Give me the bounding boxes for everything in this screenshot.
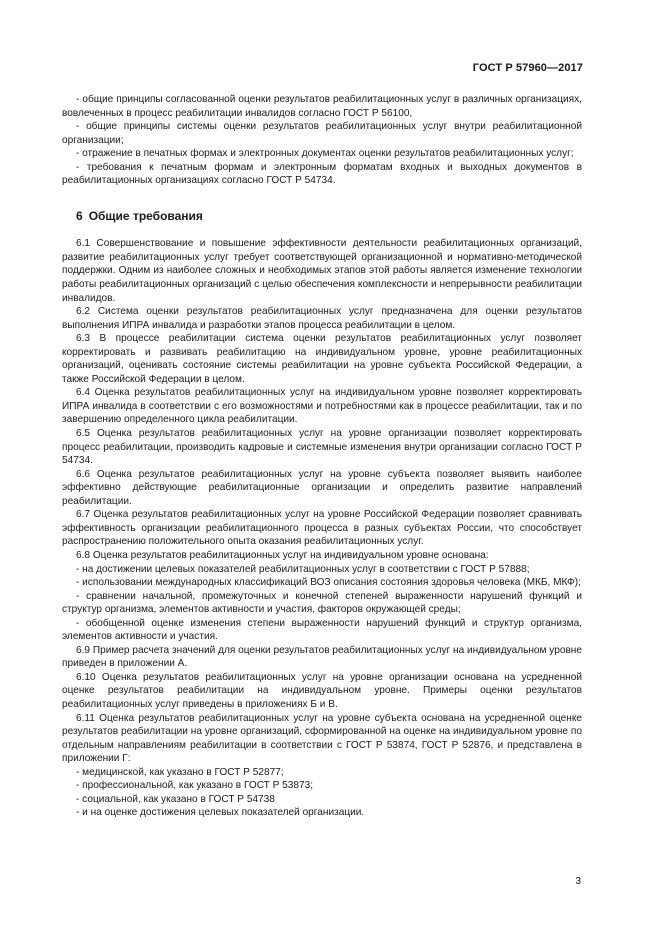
page-number: 3 [575,876,581,887]
list-item: - общие принципы системы оценки результатов реабилитационных услуг внутри реабилитационной организации; [62,121,582,146]
section-heading [76,210,582,224]
list-item: - обобщенной оценке изменения степени выраженности нарушений функций и структур организма, элементов активности и участия. [62,617,582,643]
list-6-8 [62,563,582,644]
paragraph-6-5: 6.5 Оценка результатов реабилитационных услуг на уровне организации позволяет корректировать процесс реабилитации, производить кадровые и системные изменения внутри организации согласно ГОСТ Р 54734. [62,428,582,467]
intro-list [62,93,582,188]
paragraph-6-3: 6.3 В процессе реабилитации система оценки результатов реабилитационных услуг позволяет корректировать и развивать реабилитацию на индивидуальном уровне, уровне реабилитационных организаций, оценивать состояние системы реабилитации на уровне субъекта Российской Федерации, а также Российской Федерации в целом. [62,333,582,385]
section-title: Общие требования [88,208,203,223]
paragraph-6-7: 6.7 Оценка результатов реабилитационных услуг на уровне Российской Федерации позволяет сравнивать эффективность организации реабилитационного процесса в разных субъектах России, что способствует распространению положительного опыта оказания реабилитационных услуг. [62,509,582,548]
paragraph-6-10: 6.10 Оценка результатов реабилитационных услуг на уровне организации основана на усредненной оценке результатов реабилитации на индивидуальном уровне. Примеры оценки результатов реабилитационных услуг приведены в приложениях Б и В. [62,671,582,710]
list-item: - отражение в печатных формах и электронных документах оценки результатов реабилитационных услуг; [76,148,574,160]
paragraph-6-6: 6.6 Оценка результатов реабилитационных услуг на уровне субъекта позволяет выявить наиболее эффективно действующие реабилитационные организации и определить развитие направлений реабилитации. [62,468,582,507]
list-item: - на достижении целевых показателей реабилитационных услуг в соответствии с ГОСТ Р 57888; [76,563,530,575]
list-item: - и на оценке достижения целевых показателей организации. [76,807,365,819]
list-item: - профессиональной, как указано в ГОСТ Р 53873; [76,780,314,792]
list-item: - общие принципы согласованной оценки результатов реабилитационных услуг в различных организациях, вовлеченных в процесс реабилитации инвалидов согласно ГОСТ Р 56100, [62,94,582,119]
document-body [62,93,582,820]
list-item: - использовании международных классификаций ВОЗ описания состояния здоровья человека (МКБ, МКФ); [76,577,581,589]
document-header [473,62,583,74]
list-item: - сравнении начальной, промежуточных и конечной степеней выраженности нарушений функций и структур организма, элементов активности и участия, факторов окружающей среды; [62,590,582,616]
paragraph-6-8: 6.8 Оценка результатов реабилитационных услуг на индивидуальном уровне основана: [76,549,489,561]
list-item: - социальной, как указано в ГОСТ Р 54738 [76,793,275,805]
list-6-11 [62,766,582,820]
section-number: 6 [76,208,83,223]
list-item: - требования к печатным формам и электронным форматам входных и выходных документов в реабилитационных организациях согласно ГОСТ Р 54734. [62,161,582,187]
paragraph-6-1: 6.1 Совершенствование и повышение эффективности деятельности реабилитационных организаций, развитие реабилитационных услуг требует соответствующей организационной и нормативно-методической поддержки. Одним из наиболее сложных и необходимых этапов этой работы является изменение технологии работы реабилитационных организаций с целью обеспечения комплексности и непрерывности реабилитации инвалидов. [62,238,582,304]
list-item: - медицинской, как указано в ГОСТ Р 52877; [76,766,284,778]
paragraph-6-2: 6.2 Система оценки результатов реабилитационных услуг предназначена для оценки результатов выполнения ИПРА инвалида и разработки этапов процесса реабилитации в целом. [62,306,582,331]
paragraph-6-4: 6.4 Оценка результатов реабилитационных услуг на индивидуальном уровне позволяет корректировать ИПРА инвалида в соответствии с его возможностями и потребностями как в процессе реабилитации, так и по завершению определенного цикла реабилитации. [62,387,582,426]
standard-number: ГОСТ Р 57960—2017 [472,62,583,74]
paragraph-6-9: 6.9 Пример расчета значений для оценки результатов реабилитационных услуг на индивидуальном уровне приведен в приложении А. [62,644,582,670]
paragraph-6-11: 6.11 Оценка результатов реабилитационных услуг на уровне субъекта основана на усредненной оценке результатов реабилитации на уровне организаций, сформированной на оценке на индивидуальном уровне по отдельным направлениям реабилитации в соответствии с ГОСТ Р 53874, ГОСТ Р 52876, и представлена в приложении Г: [62,712,582,765]
